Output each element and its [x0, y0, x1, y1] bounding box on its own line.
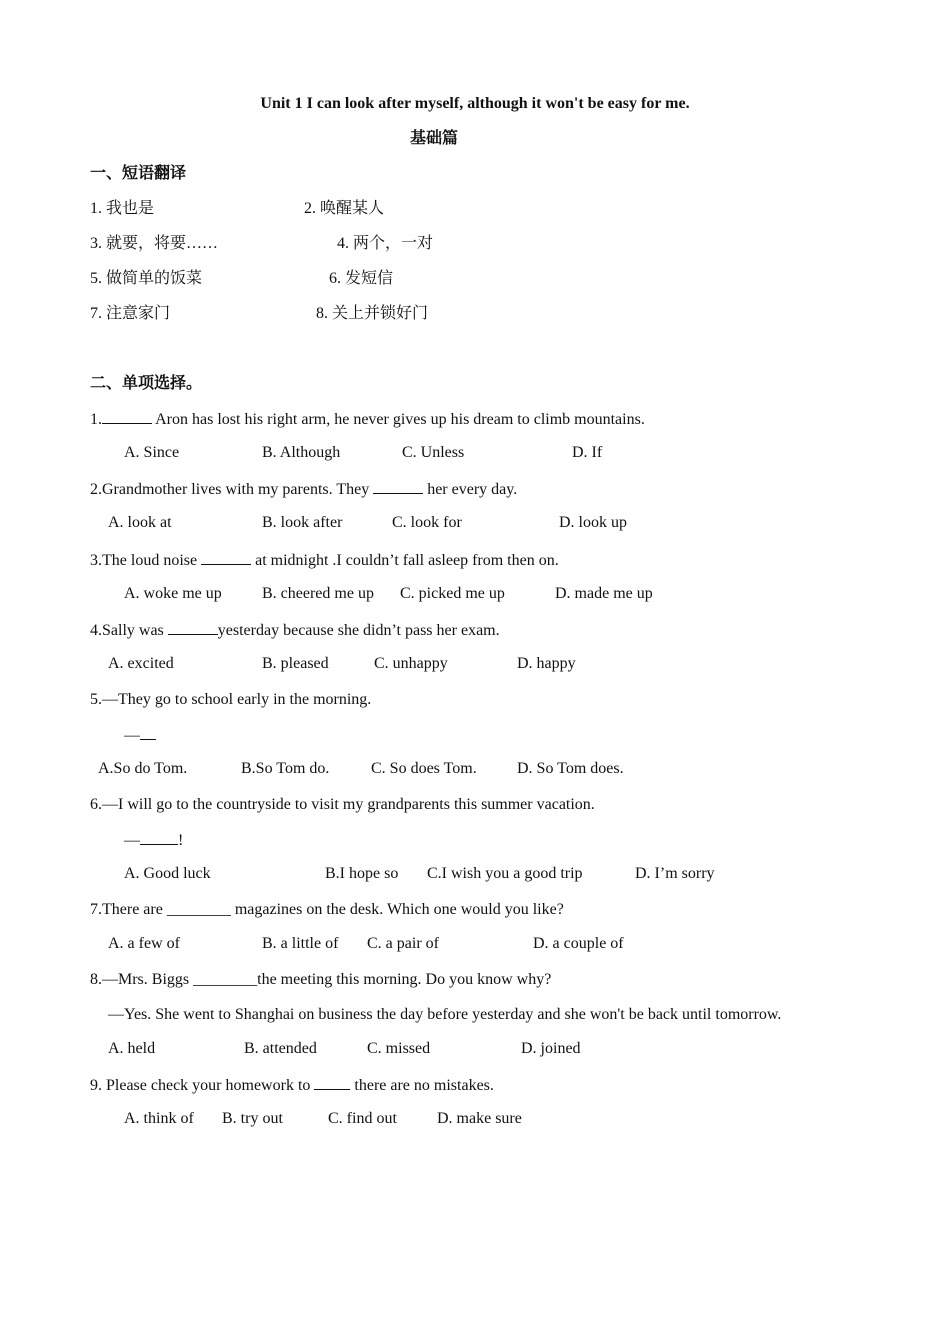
option-a: A. look at — [108, 514, 172, 531]
option-c: C. picked me up — [400, 585, 505, 602]
option-b: B. attended — [244, 1040, 317, 1057]
phrase-item: 5. 做简单的饭菜 — [90, 270, 203, 287]
option-d: D. happy — [517, 655, 576, 672]
phrase-item: 1. 我也是 — [90, 200, 155, 217]
option-b: B. pleased — [262, 655, 329, 672]
question-2-pre: 2.Grandmother lives with my parents. They — [90, 481, 374, 498]
option-c: C. Unless — [402, 444, 465, 461]
option-d: D. look up — [559, 514, 627, 531]
worksheet-subtitle: 基础篇 — [409, 130, 458, 147]
answer-blank — [201, 550, 251, 565]
option-b: B. a little of — [262, 935, 339, 952]
question-4-pre: 4.Sally was — [90, 622, 168, 639]
question-7: 7.There are ________ magazines on the desk. Which one would you like? — [90, 901, 564, 918]
option-a: A. held — [108, 1040, 156, 1057]
answer-blank — [373, 479, 423, 494]
phrase-item: 4. 两个，一对 — [337, 235, 434, 252]
option-c: C. look for — [392, 514, 462, 531]
option-b: B. try out — [222, 1110, 283, 1127]
option-a: A. Since — [124, 444, 180, 461]
answer-blank — [102, 409, 152, 424]
option-b: B. look after — [262, 514, 343, 531]
section-1-heading: 一、短语翻译 — [90, 165, 187, 182]
question-1-pre: 1. — [90, 411, 102, 428]
option-d: D. a couple of — [533, 935, 624, 952]
question-1-post: Aron has lost his right arm, he never gives up his dream to climb mountains. — [152, 411, 645, 428]
option-b: B.I hope so — [325, 865, 399, 882]
option-a: A. Good luck — [124, 865, 211, 882]
question-2-post: her every day. — [423, 481, 518, 498]
question-4 — [90, 620, 500, 641]
option-b: B.So Tom do. — [241, 760, 330, 777]
option-d: D. So Tom does. — [517, 760, 624, 777]
section-2-heading: 二、单项选择。 — [90, 375, 203, 392]
worksheet-title: Unit 1 I can look after myself, although it won't be easy for me. — [260, 95, 690, 112]
reply-end: ! — [178, 832, 184, 849]
question-6: 6.—I will go to the countryside to visit my grandparents this summer vacation. — [90, 796, 595, 813]
option-d: D. I’m sorry — [635, 865, 715, 882]
question-8: 8.—Mrs. Biggs ________the meeting this morning. Do you know why? — [90, 971, 552, 988]
option-a: A. a few of — [108, 935, 180, 952]
question-6-reply — [124, 830, 183, 851]
question-8-reply: —Yes. She went to Shanghai on business the day before yesterday and she won't be back until tomorrow. — [108, 1006, 782, 1023]
question-2 — [90, 479, 517, 500]
phrase-item: 2. 唤醒某人 — [304, 200, 385, 217]
question-5-reply — [124, 725, 156, 746]
option-c: C. a pair of — [367, 935, 439, 952]
phrase-item: 3. 就要，将要…… — [90, 235, 219, 252]
answer-blank — [140, 725, 156, 740]
option-c: C. unhappy — [374, 655, 448, 672]
question-9 — [90, 1075, 494, 1096]
answer-blank — [314, 1075, 350, 1090]
question-1 — [90, 409, 645, 430]
reply-dash: — — [124, 727, 140, 744]
option-a: A. excited — [108, 655, 174, 672]
option-a: A. woke me up — [124, 585, 222, 602]
question-9-post: there are no mistakes. — [350, 1077, 494, 1094]
option-c: C. find out — [328, 1110, 397, 1127]
option-d: D. make sure — [437, 1110, 522, 1127]
option-d: D. joined — [521, 1040, 581, 1057]
question-9-pre: 9. Please check your homework to — [90, 1077, 315, 1094]
question-3 — [90, 550, 559, 571]
option-c: C.I wish you a good trip — [427, 865, 583, 882]
phrase-item: 7. 注意家门 — [90, 305, 171, 322]
reply-dash: — — [124, 832, 140, 849]
option-c: C. So does Tom. — [371, 760, 477, 777]
phrase-item: 6. 发短信 — [329, 270, 394, 287]
option-b: B. cheered me up — [262, 585, 374, 602]
option-b: B. Although — [262, 444, 341, 461]
phrase-item: 8. 关上并锁好门 — [316, 305, 429, 322]
answer-blank — [168, 620, 218, 635]
option-a: A. think of — [124, 1110, 194, 1127]
option-d: D. If — [572, 444, 603, 461]
question-4-post: yesterday because she didn’t pass her exam. — [217, 622, 500, 639]
question-3-pre: 3.The loud noise — [90, 552, 202, 569]
option-a: A.So do Tom. — [98, 760, 188, 777]
option-d: D. made me up — [555, 585, 653, 602]
question-3-post: at midnight .I couldn’t fall asleep from then on. — [251, 552, 559, 569]
answer-blank — [140, 830, 178, 845]
option-c: C. missed — [367, 1040, 431, 1057]
question-5: 5.—They go to school early in the morning. — [90, 691, 372, 708]
